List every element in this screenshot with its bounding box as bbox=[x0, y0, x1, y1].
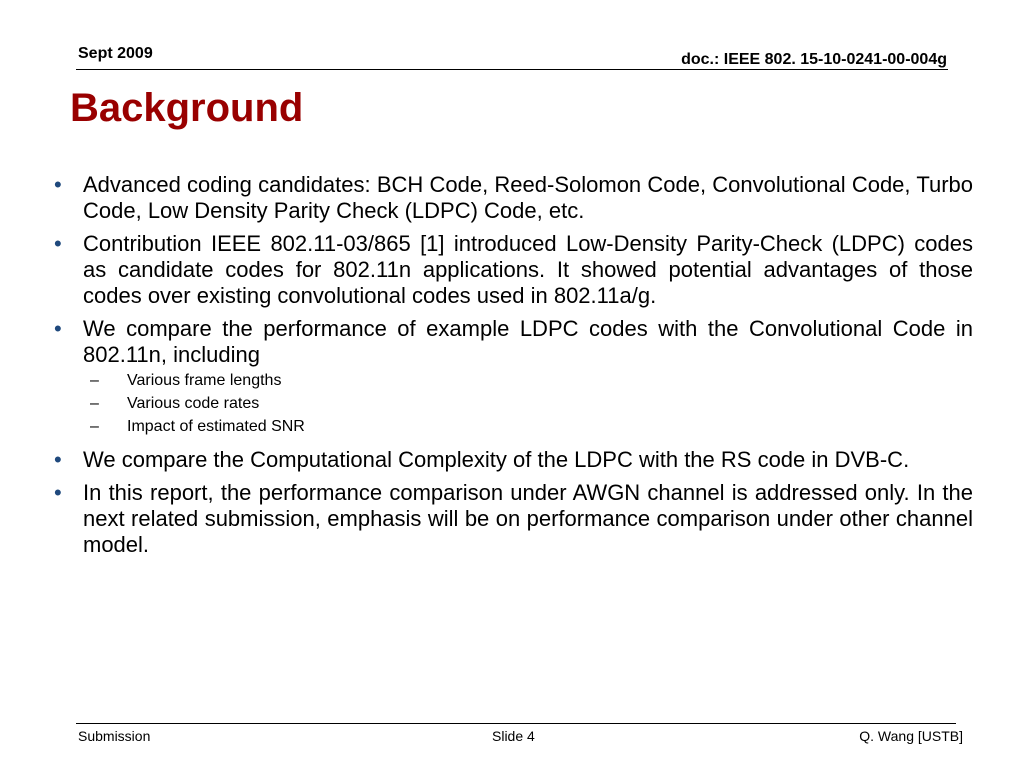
header-divider bbox=[76, 69, 948, 70]
bullet-text: In this report, the performance comparison under AWGN channel is addressed only. In the next related submission, emphasis will be on performance comparison under other channel model. bbox=[83, 480, 973, 557]
sub-bullet-marker: – bbox=[90, 395, 99, 412]
bullet-text: Advanced coding candidates: BCH Code, Reed-Solomon Code, Convolutional Code, Turbo Code, Low Density Parity Check (LDPC) Code, etc. bbox=[83, 172, 973, 223]
bullet-item-2 bbox=[50, 231, 973, 309]
footer-slide-number: Slide 4 bbox=[492, 728, 535, 744]
bullet-text: We compare the Computational Complexity of the LDPC with the RS code in DVB-C. bbox=[83, 447, 910, 472]
sub-bullet-text: Various frame lengths bbox=[127, 372, 282, 389]
header-doc-id: doc.: IEEE 802. 15-10-0241-00-004g bbox=[681, 51, 947, 68]
sub-bullet-marker: – bbox=[90, 372, 99, 389]
bullet-text: We compare the performance of example LDPC codes with the Convolutional Code in 802.11n, including bbox=[83, 316, 973, 367]
sub-bullet-list bbox=[50, 370, 973, 437]
sub-bullet-text: Various code rates bbox=[127, 395, 260, 412]
sub-bullet-item bbox=[50, 393, 973, 414]
sub-bullet-item bbox=[50, 416, 973, 437]
sub-bullet-item bbox=[50, 370, 973, 391]
bullet-text: Contribution IEEE 802.11-03/865 [1] introduced Low-Density Parity-Check (LDPC) codes as candidate codes for 802.11n applications. It showed potential advantages of those codes over existing convolutional codes used in 802.11a/g. bbox=[83, 231, 973, 308]
footer-author: Q. Wang [USTB] bbox=[859, 728, 963, 744]
footer-divider bbox=[76, 723, 956, 724]
bullet-marker: • bbox=[54, 316, 62, 341]
bullet-item-5 bbox=[50, 480, 973, 558]
bullet-marker: • bbox=[54, 231, 62, 256]
bullet-marker: • bbox=[54, 447, 62, 472]
bullet-item-4 bbox=[50, 447, 973, 473]
sub-bullet-marker: – bbox=[90, 418, 99, 435]
sub-bullet-text: Impact of estimated SNR bbox=[127, 418, 305, 435]
header-date: Sept 2009 bbox=[78, 45, 153, 62]
bullet-item-3 bbox=[50, 316, 973, 368]
footer-submission: Submission bbox=[78, 728, 151, 744]
slide-title: Background bbox=[70, 86, 304, 130]
bullet-marker: • bbox=[54, 480, 62, 505]
bullet-item-1 bbox=[50, 172, 973, 224]
slide-body bbox=[50, 172, 973, 565]
bullet-marker: • bbox=[54, 172, 62, 197]
